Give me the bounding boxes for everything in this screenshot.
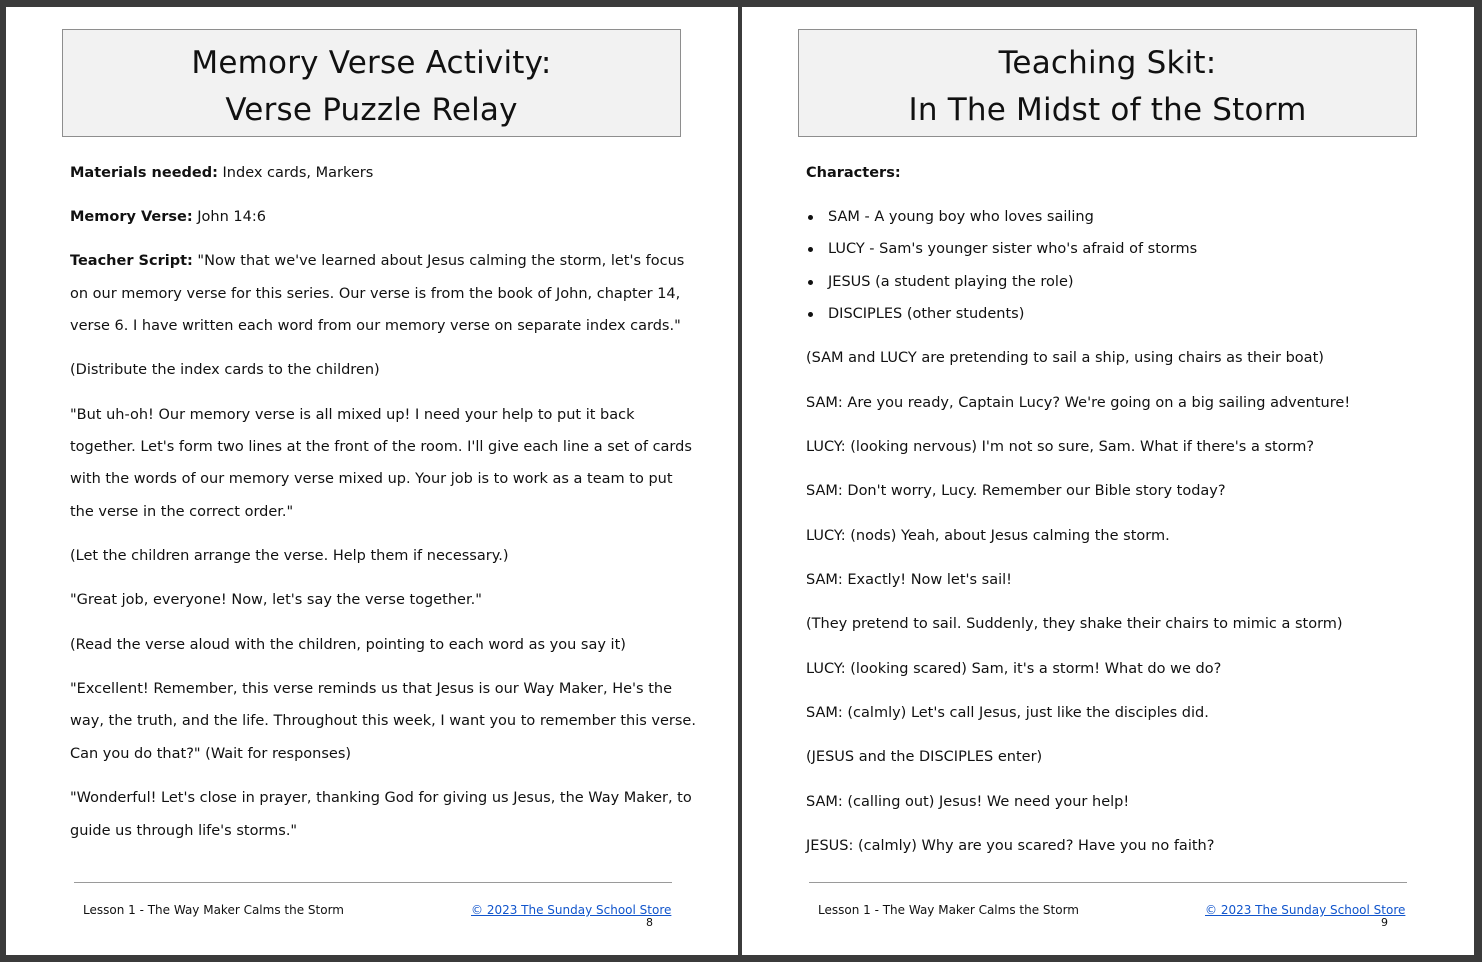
- page-9: [742, 7, 1474, 955]
- skit-line: (JESUS and the DISCIPLES enter): [806, 749, 1043, 765]
- stage-direction: (Read the verse aloud with the children, pointing to each word as you say it): [70, 637, 626, 653]
- title-line-1: Memory Verse Activity:: [191, 45, 552, 81]
- skit-line: (They pretend to sail. Suddenly, they shake their chairs to mimic a storm): [806, 616, 1343, 632]
- list-item: LUCY - Sam's younger sister who's afraid of storms: [828, 241, 1198, 257]
- list-item: JESUS (a student playing the role): [828, 274, 1074, 290]
- page-number: 8: [646, 916, 653, 929]
- materials-label: Materials needed:: [70, 165, 218, 181]
- script-line: on our memory verse for this series. Our verse is from the book of John, chapter 14,: [70, 286, 681, 302]
- script-line: with the words of our memory verse mixed up. Your job is to work as a team to put: [70, 471, 673, 487]
- footer-divider: [74, 882, 672, 883]
- page-number: 9: [1381, 916, 1388, 929]
- skit-line: SAM: (calmly) Let's call Jesus, just like the disciples did.: [806, 705, 1209, 721]
- page-8: [6, 7, 738, 955]
- footer-copyright-link[interactable]: © 2023 The Sunday School Store: [471, 903, 672, 917]
- skit-line: LUCY: (looking nervous) I'm not so sure, Sam. What if there's a storm?: [806, 439, 1315, 455]
- footer-lesson-title: Lesson 1 - The Way Maker Calms the Storm: [818, 903, 1079, 917]
- stage-direction: (Let the children arrange the verse. Help them if necessary.): [70, 548, 509, 564]
- script-line: the verse in the correct order.": [70, 504, 294, 520]
- teacher-script-line: [70, 245, 684, 278]
- memory-verse-paragraph: [70, 201, 266, 234]
- script-line: guide us through life's storms.": [70, 823, 298, 839]
- footer-copyright-link[interactable]: © 2023 The Sunday School Store: [1205, 903, 1406, 917]
- script-line: way, the truth, and the life. Throughout this week, I want you to remember this verse.: [70, 713, 696, 729]
- skit-line: LUCY: (nods) Yeah, about Jesus calming the storm.: [806, 528, 1170, 544]
- memory-verse-label: Memory Verse:: [70, 209, 193, 225]
- characters-heading: [806, 157, 901, 190]
- footer-lesson-title: Lesson 1 - The Way Maker Calms the Storm: [83, 903, 344, 917]
- script-line: Can you do that?" (Wait for responses): [70, 746, 352, 762]
- materials-value: Index cards, Markers: [217, 165, 374, 181]
- skit-line: JESUS: (calmly) Why are you scared? Have you no faith?: [806, 838, 1215, 854]
- characters-label: Characters:: [806, 165, 901, 181]
- script-line: "Excellent! Remember, this verse reminds us that Jesus is our Way Maker, He's the: [70, 681, 673, 697]
- page-title-box: [798, 29, 1417, 137]
- skit-line: SAM: Don't worry, Lucy. Remember our Bible story today?: [806, 483, 1226, 499]
- teacher-script-label: Teacher Script:: [70, 253, 193, 269]
- title-line-2: Verse Puzzle Relay: [225, 92, 518, 128]
- skit-line: (SAM and LUCY are pretending to sail a ship, using chairs as their boat): [806, 350, 1324, 366]
- script-line: "Great job, everyone! Now, let's say the verse together.": [70, 592, 482, 608]
- script-line: verse 6. I have written each word from our memory verse on separate index cards.": [70, 318, 681, 334]
- title-line-2: In The Midst of the Storm: [908, 92, 1307, 128]
- title-line-1: Teaching Skit:: [998, 45, 1217, 81]
- page-title-box: [62, 29, 681, 137]
- skit-line: SAM: Exactly! Now let's sail!: [806, 572, 1012, 588]
- script-line: "Now that we've learned about Jesus calming the storm, let's focus: [192, 253, 685, 269]
- skit-line: LUCY: (looking scared) Sam, it's a storm! What do we do?: [806, 661, 1222, 677]
- skit-line: SAM: Are you ready, Captain Lucy? We're going on a big sailing adventure!: [806, 395, 1351, 411]
- script-line: "But uh-oh! Our memory verse is all mixed up! I need your help to put it back: [70, 407, 635, 423]
- skit-line: SAM: (calling out) Jesus! We need your help!: [806, 794, 1130, 810]
- script-line: together. Let's form two lines at the front of the room. I'll give each line a set of cards: [70, 439, 692, 455]
- memory-verse-value: John 14:6: [192, 209, 266, 225]
- materials-paragraph: [70, 157, 373, 190]
- list-item: SAM - A young boy who loves sailing: [828, 209, 1094, 225]
- list-item: DISCIPLES (other students): [828, 306, 1025, 322]
- footer-divider: [809, 882, 1407, 883]
- script-line: "Wonderful! Let's close in prayer, thanking God for giving us Jesus, the Way Maker, to: [70, 790, 692, 806]
- stage-direction: (Distribute the index cards to the children): [70, 362, 380, 378]
